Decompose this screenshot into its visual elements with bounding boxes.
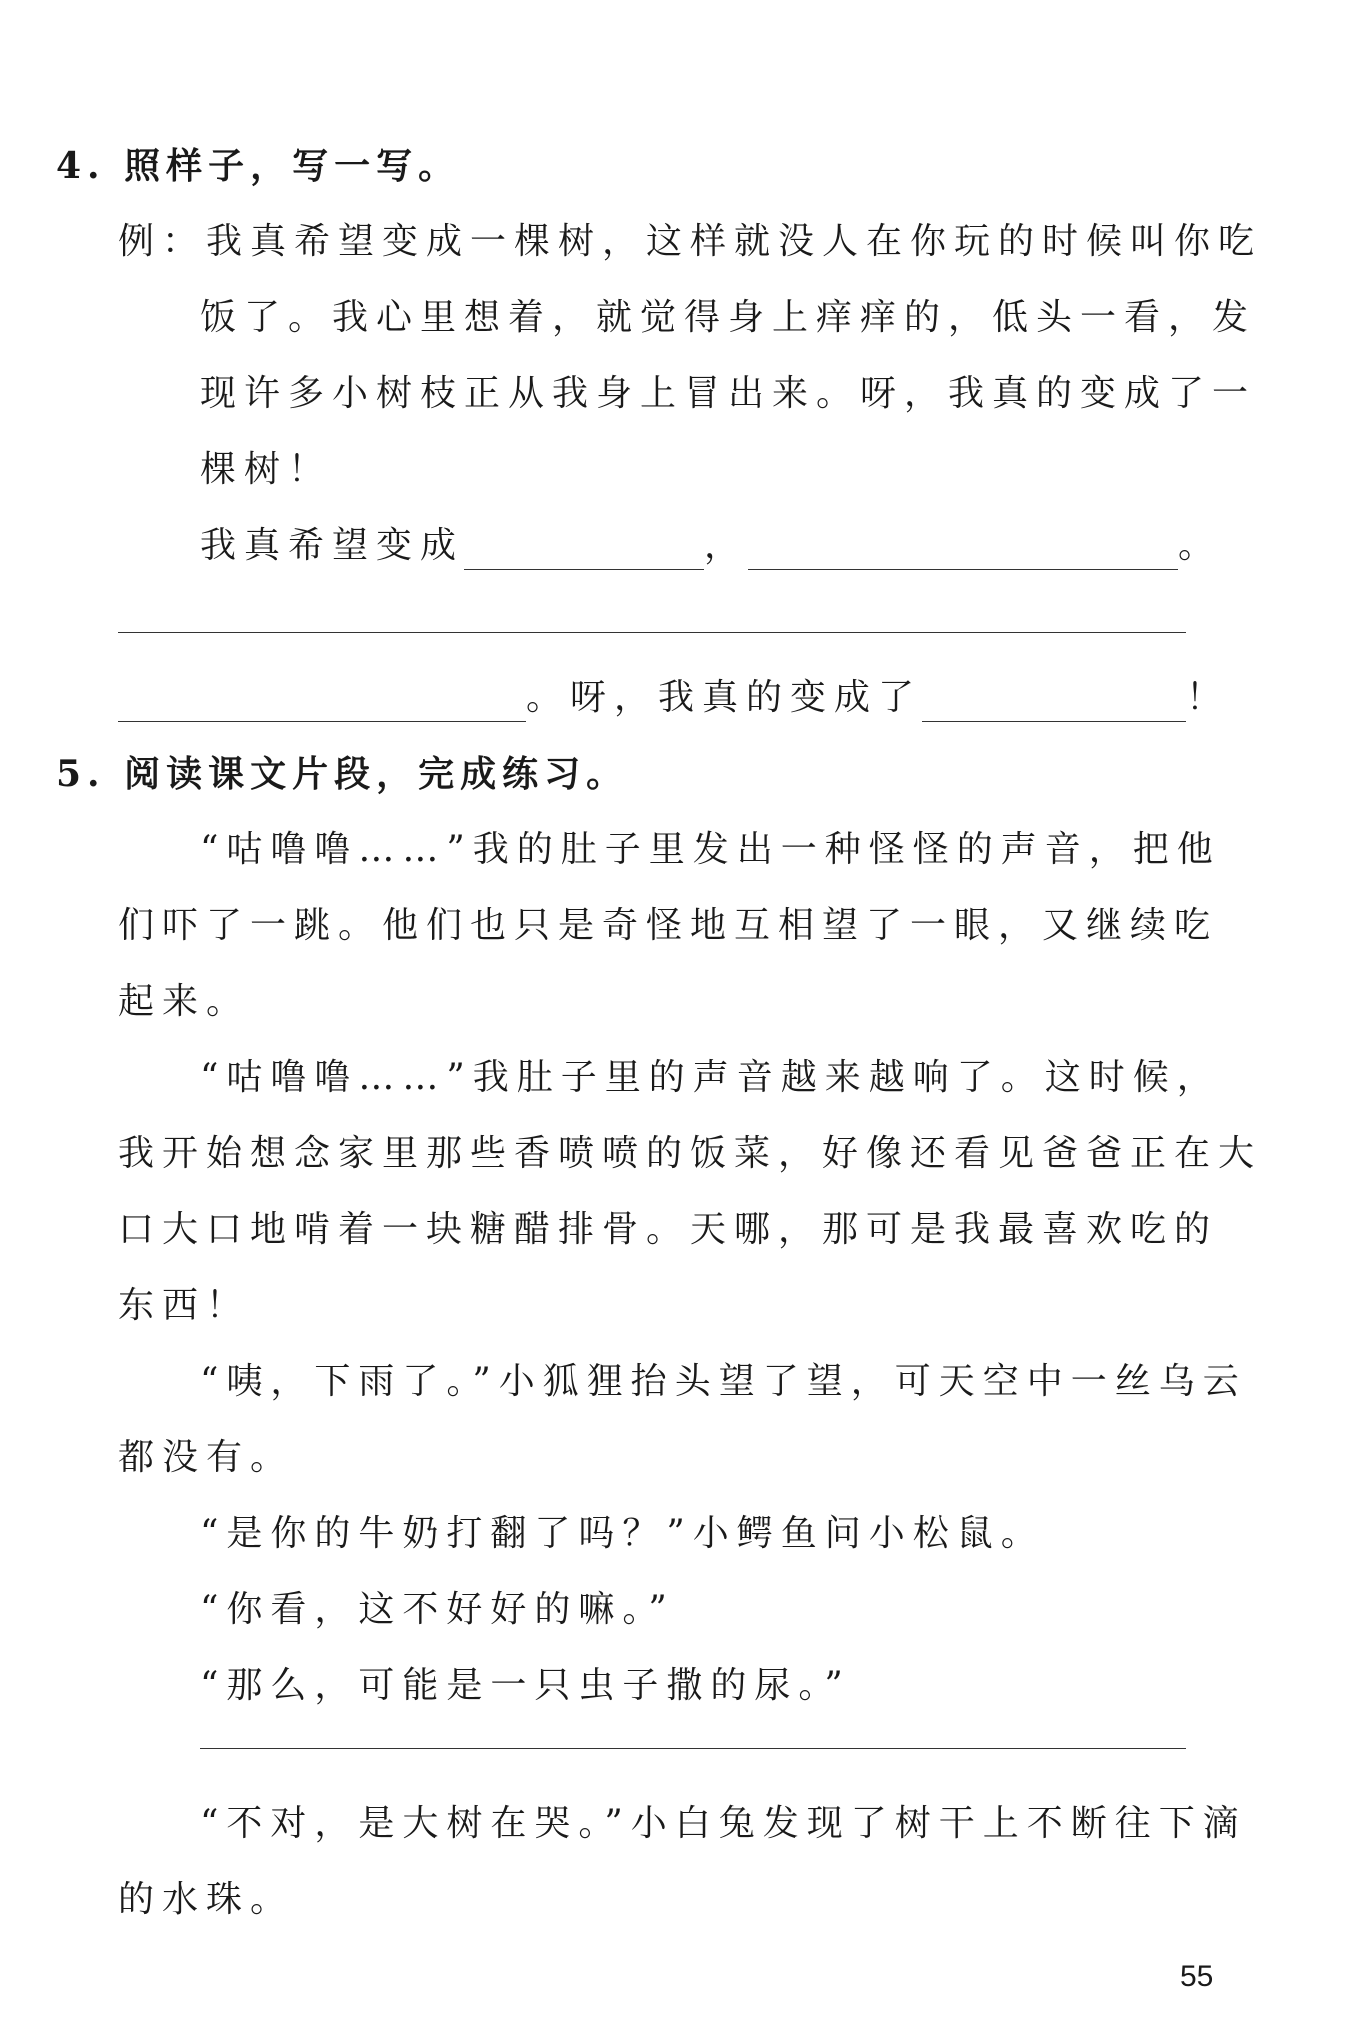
q4-blank-1[interactable] bbox=[464, 531, 704, 570]
q5-passage-line-7: 东西！ bbox=[118, 1285, 251, 1326]
q5-passage-line-3: 起来。 bbox=[118, 981, 251, 1022]
q5-passage-line-2: 们吓了一跳。他们也只是奇怪地互相望了一眼，又继续吃 bbox=[118, 905, 1219, 946]
q5-passage-line-6: 口大口地啃着一块糖醋排骨。天哪，那可是我最喜欢吃的 bbox=[118, 1209, 1219, 1250]
q4-fill-middle: 。呀，我真的变成了 bbox=[526, 677, 923, 718]
q5-passage-line-12: “那么，可能是一只虫子撒的尿。” bbox=[200, 1665, 851, 1706]
q4-example-line-2: 饭了。我心里想着，就觉得身上痒痒的，低头一看，发 bbox=[200, 297, 1257, 338]
q5-passage-line-11: “你看，这不好好的嘛。” bbox=[200, 1589, 675, 1630]
page-number: 55 bbox=[1180, 1960, 1214, 1993]
q4-fill-line-3 bbox=[118, 674, 1230, 722]
q5-after-line-2: 的水珠。 bbox=[118, 1879, 295, 1920]
q4-fill-prefix: 我真希望变成 bbox=[200, 525, 465, 566]
q4-fill-line-1 bbox=[200, 522, 1222, 570]
q4-answer-rule[interactable] bbox=[118, 632, 1186, 633]
q4-example-line-3: 现许多小树枝正从我身上冒出来。呀，我真的变成了一 bbox=[200, 373, 1257, 414]
q4-example-line-1: 例：我真希望变成一棵树，这样就没人在你玩的时候叫你吃 bbox=[118, 221, 1263, 262]
q5-passage-line-4: “咕噜噜……”我肚子里的声音越来越响了。这时候， bbox=[200, 1057, 1221, 1098]
q4-heading: 4. 照样子，写一写。 bbox=[56, 145, 461, 187]
q5-answer-rule[interactable] bbox=[200, 1748, 1186, 1749]
q5-passage-line-8: “咦，下雨了。”小狐狸抬头望了望，可天空中一丝乌云 bbox=[200, 1361, 1247, 1402]
q5-passage-line-9: 都没有。 bbox=[118, 1437, 295, 1478]
q5-passage-line-5: 我开始想念家里那些香喷喷的饭菜，好像还看见爸爸正在大 bbox=[118, 1133, 1263, 1174]
q4-blank-4[interactable] bbox=[922, 683, 1186, 722]
q4-example-line-4: 棵树！ bbox=[200, 449, 333, 490]
q4-fill-comma: ， bbox=[704, 525, 749, 566]
q5-passage-line-1: “咕噜噜……”我的肚子里发出一种怪怪的声音，把他 bbox=[200, 829, 1221, 870]
q4-fill-exclaim: ！ bbox=[1186, 677, 1231, 718]
q4-fill-period: 。 bbox=[1178, 525, 1223, 566]
q5-after-line-1: “不对，是大树在哭。”小白兔发现了树干上不断往下滴 bbox=[200, 1803, 1247, 1844]
q5-passage-line-10: “是你的牛奶打翻了吗？”小鳄鱼问小松鼠。 bbox=[200, 1513, 1045, 1554]
q5-heading: 5. 阅读课文片段，完成练习。 bbox=[56, 753, 629, 795]
q4-blank-3[interactable] bbox=[118, 683, 526, 722]
q4-blank-2[interactable] bbox=[748, 531, 1178, 570]
